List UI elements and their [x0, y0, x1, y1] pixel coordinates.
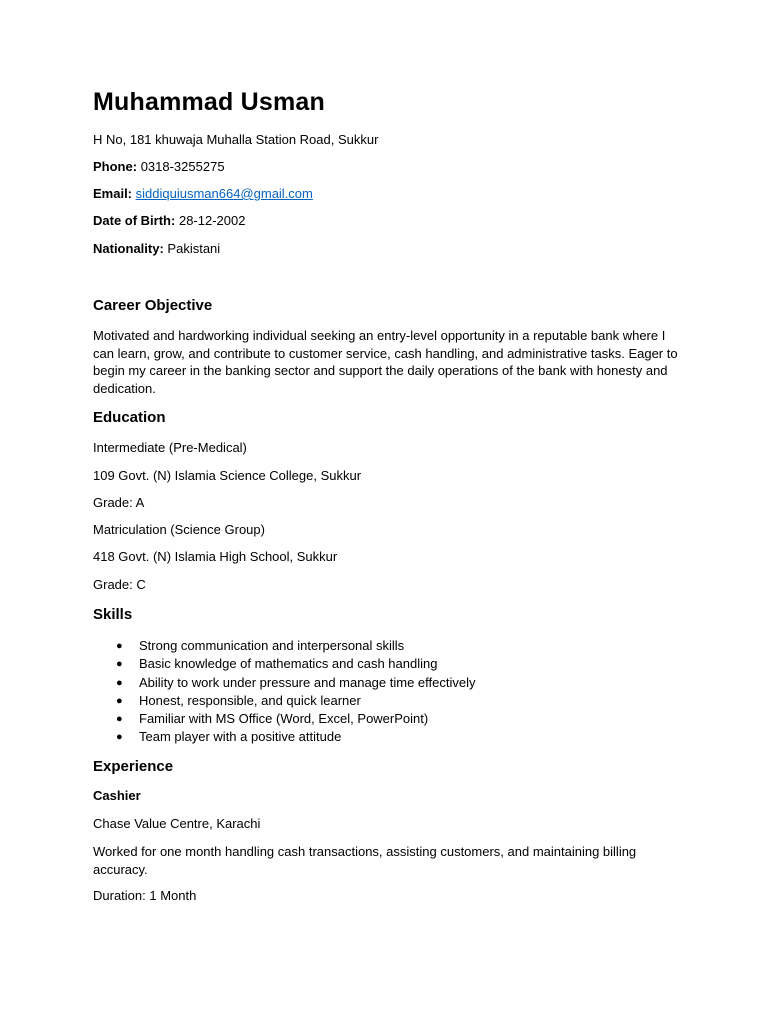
skill-text: Basic knowledge of mathematics and cash handling — [139, 656, 438, 672]
nationality-label: Nationality: — [93, 241, 164, 256]
skills-heading: Skills — [93, 606, 133, 623]
skill-item — [93, 637, 653, 655]
education-line: Grade: C — [93, 577, 146, 592]
job-duration: Duration: 1 Month — [93, 888, 197, 903]
skills-list — [93, 637, 653, 747]
skill-text: Honest, responsible, and quick learner — [139, 692, 361, 708]
phone-line — [93, 159, 225, 175]
skill-item — [93, 710, 653, 728]
dob-value: 28-12-2002 — [178, 213, 246, 228]
education-line: Matriculation (Science Group) — [93, 522, 265, 537]
address-line: H No, 181 khuwaja Muhalla Station Road, Sukkur — [93, 132, 379, 147]
email-link[interactable]: siddiquiusman664@gmail.com — [135, 186, 313, 201]
bullet-icon: ● — [116, 640, 123, 652]
skill-item — [93, 692, 653, 710]
skill-item — [93, 728, 653, 746]
dob-line — [93, 213, 245, 229]
experience-heading: Experience — [93, 758, 174, 775]
skill-item — [93, 674, 653, 692]
bullet-icon: ● — [116, 658, 123, 671]
bullet-icon: ● — [116, 694, 123, 707]
phone-label: Phone: — [93, 159, 138, 174]
email-label: Email: — [93, 186, 133, 201]
job-description: Worked for one month handling cash transactions, assisting customers, and maintaining billing accuracy. — [93, 844, 637, 877]
skill-item — [93, 655, 653, 673]
job-title: Cashier — [93, 788, 141, 803]
bullet-icon: ● — [116, 713, 123, 726]
dob-label: Date of Birth: — [93, 213, 176, 228]
bullet-icon: ● — [116, 676, 123, 689]
education-line: 109 Govt. (N) Islamia Science College, Sukkur — [93, 468, 362, 483]
education-line: Grade: A — [93, 495, 145, 510]
nationality-value: Pakistani — [167, 241, 221, 256]
bullet-icon: ● — [116, 731, 123, 744]
career-objective-text: Motivated and hardworking individual seeking an entry-level opportunity in a reputable bank where I can learn, grow, and contribute to customer service, cash handling, and administrative tasks. Eager to begin my career in the banking sector and support the daily operations of the bank with honesty and dedication. — [93, 328, 678, 396]
career-objective-heading: Career Objective — [93, 297, 213, 314]
skill-text: Ability to work under pressure and manage time effectively — [139, 674, 476, 690]
candidate-name: Muhammad Usman — [93, 88, 326, 116]
skill-text: Team player with a positive attitude — [139, 729, 342, 745]
education-heading: Education — [93, 409, 166, 426]
phone-value: 0318-3255275 — [140, 159, 225, 174]
skill-text: Familiar with MS Office (Word, Excel, PowerPoint) — [139, 711, 429, 727]
email-line — [93, 186, 313, 202]
education-line: 418 Govt. (N) Islamia High School, Sukkur — [93, 549, 338, 564]
education-line: Intermediate (Pre-Medical) — [93, 440, 247, 455]
company-name: Chase Value Centre, Karachi — [93, 816, 261, 831]
skill-text: Strong communication and interpersonal skills — [139, 638, 405, 653]
nationality-line — [93, 241, 220, 257]
